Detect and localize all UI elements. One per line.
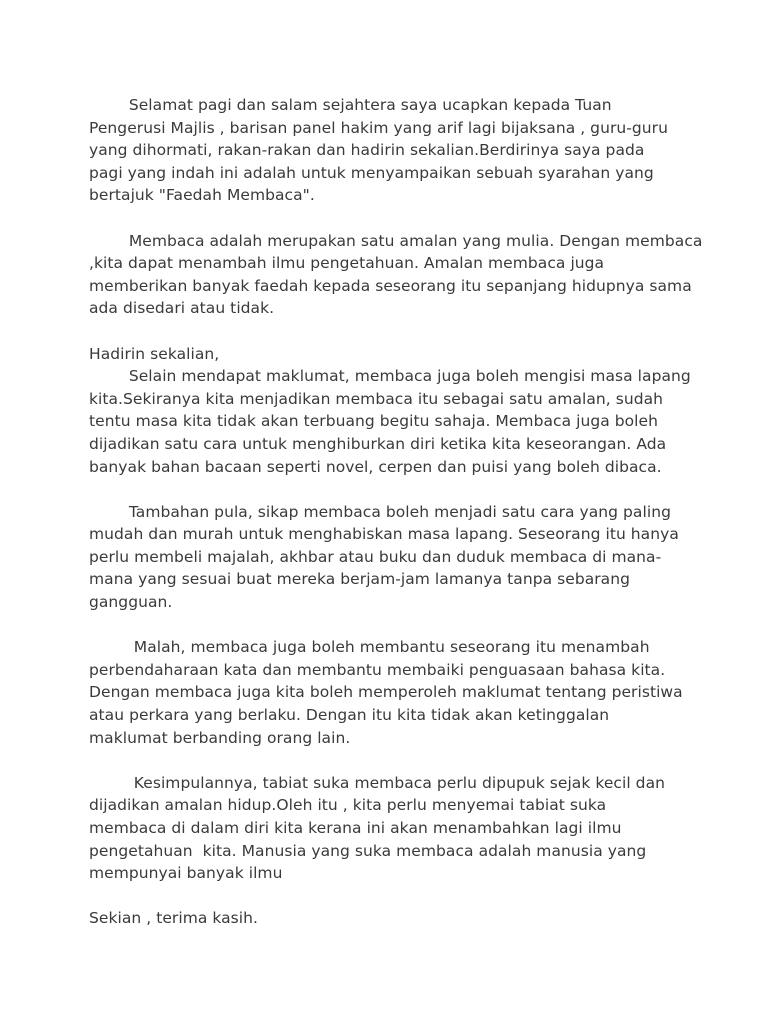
text-line: memberikan banyak faedah kepada seseorang itu sepanjang hidupnya sama <box>89 276 692 295</box>
paragraph-greeting <box>89 94 729 207</box>
paragraph-vocabulary <box>89 636 729 749</box>
document-body <box>89 94 729 930</box>
text-line: tentu masa kita tidak akan terbuang begitu sahaja. Membaca juga boleh <box>89 412 658 431</box>
text-line: Sekian , terima kasih. <box>89 909 259 928</box>
text-line: mempunyai banyak ilmu <box>89 864 283 883</box>
text-line: Kesimpulannya, tabiat suka membaca perlu dipupuk sejak kecil dan <box>89 773 665 792</box>
text-line: Pengerusi Majlis , barisan panel hakim yang arif lagi bijaksana , guru-guru <box>89 118 668 137</box>
text-line: dijadikan satu cara untuk menghiburkan diri ketika kita keseorangan. Ada <box>89 434 667 453</box>
text-line: dijadikan amalan hidup.Oleh itu , kita perlu menyemai tabiat suka <box>89 796 607 815</box>
paragraph-intro <box>89 230 729 320</box>
text-line: Tambahan pula, sikap membaca boleh menjadi satu cara yang paling <box>89 502 671 521</box>
text-line: kita.Sekiranya kita menjadikan membaca itu sebagai satu amalan, sudah <box>89 389 664 408</box>
text-line: Selain mendapat maklumat, membaca juga boleh mengisi masa lapang <box>89 367 691 386</box>
text-line: Malah, membaca juga boleh membantu seseorang itu menambah <box>89 638 650 657</box>
text-line: banyak bahan bacaan seperti novel, cerpen dan puisi yang boleh dibaca. <box>89 457 662 476</box>
text-line: bertajuk "Faedah Membaca". <box>89 186 315 205</box>
text-line: mana yang sesuai buat mereka berjam-jam lamanya tanpa sebarang <box>89 570 630 589</box>
text-line: pagi yang indah ini adalah untuk menyampaikan sebuah syarahan yang <box>89 163 654 182</box>
text-line: pengetahuan kita. Manusia yang suka membaca adalah manusia yang <box>89 841 647 860</box>
text-line: gangguan. <box>89 593 173 612</box>
paragraph-closing <box>89 907 729 930</box>
text-line: yang dihormati, rakan-rakan dan hadirin sekalian.Berdirinya saya pada <box>89 141 645 160</box>
text-line: ada disedari atau tidak. <box>89 299 275 318</box>
text-line: Hadirin sekalian, <box>89 344 220 363</box>
text-line: membaca di dalam diri kita kerana ini akan menambahkan lagi ilmu <box>89 819 622 837</box>
paragraph-cheap-hobby <box>89 501 729 614</box>
text-line: perlu membeli majalah, akhbar atau buku dan duduk membaca di mana- <box>89 547 662 566</box>
text-line: atau perkara yang berlaku. Dengan itu kita tidak akan ketinggalan <box>89 706 610 725</box>
text-line: perbendaharaan kata dan membantu membaiki penguasaan bahasa kita. <box>89 660 666 679</box>
text-line: Dengan membaca juga kita boleh memperoleh maklumat tentang peristiwa <box>89 683 683 702</box>
paragraph-leisure <box>89 343 729 479</box>
paragraph-conclusion <box>89 772 729 885</box>
text-line: Selamat pagi dan salam sejahtera saya ucapkan kepada Tuan <box>89 96 612 114</box>
text-line: mudah dan murah untuk menghabiskan masa lapang. Seseorang itu hanya <box>89 525 679 544</box>
text-line: maklumat berbanding orang lain. <box>89 728 351 747</box>
text-line: Membaca adalah merupakan satu amalan yang mulia. Dengan membaca <box>89 231 703 250</box>
text-line: ,kita dapat menambah ilmu pengetahuan. Amalan membaca juga <box>89 254 605 273</box>
